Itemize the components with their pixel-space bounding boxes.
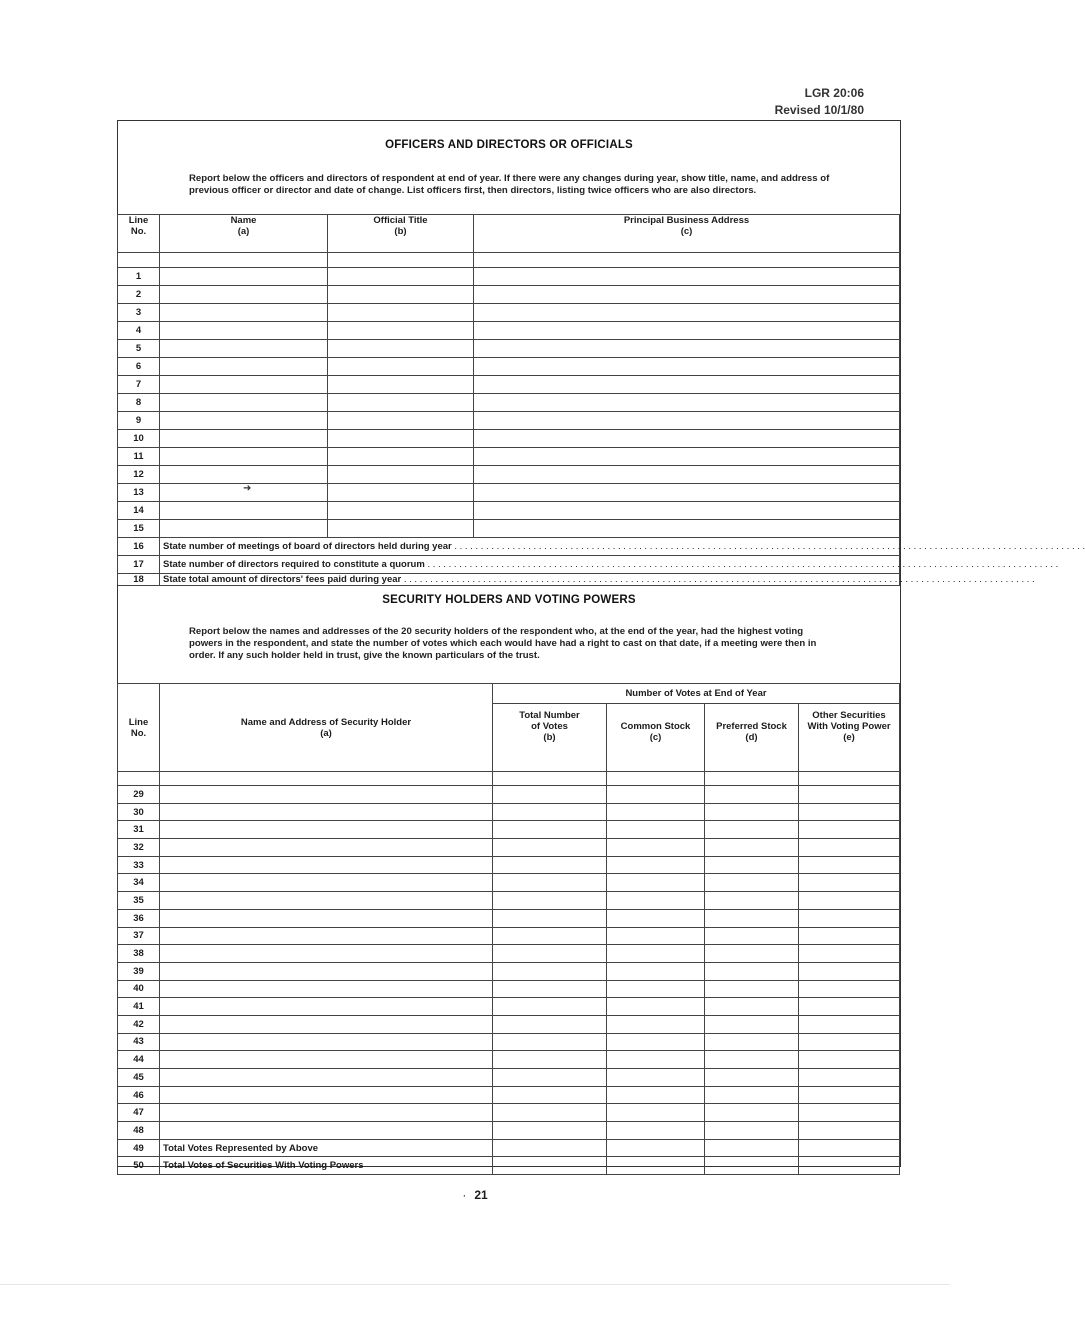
other-securities-cell[interactable] <box>799 1139 900 1157</box>
common-stock-cell[interactable] <box>607 874 705 892</box>
line-number: 15 <box>118 520 160 538</box>
other-securities-cell[interactable] <box>799 1122 900 1140</box>
question-text: State total amount of directors' fees paid during year <box>163 574 402 585</box>
other-securities-cell[interactable] <box>799 1069 900 1087</box>
line-number: 37 <box>118 927 160 945</box>
line-number: 36 <box>118 909 160 927</box>
total-votes-cell[interactable] <box>493 1104 607 1122</box>
common-stock-cell[interactable] <box>607 980 705 998</box>
other-securities-cell[interactable] <box>799 962 900 980</box>
total-row <box>118 1139 900 1157</box>
other-securities-cell[interactable] <box>799 980 900 998</box>
title-cell[interactable] <box>328 268 474 286</box>
common-stock-cell[interactable] <box>607 909 705 927</box>
line-number: 13 <box>118 484 160 502</box>
holder-cell[interactable] <box>160 945 493 963</box>
col-common-stock: Common Stock (c) <box>607 704 705 772</box>
total-votes-cell[interactable] <box>493 1139 607 1157</box>
preferred-stock-cell[interactable] <box>705 1104 799 1122</box>
name-cell[interactable] <box>160 322 328 340</box>
address-cell[interactable] <box>474 268 900 286</box>
common-stock-cell[interactable] <box>607 962 705 980</box>
holder-cell[interactable] <box>160 1015 493 1033</box>
total-votes-cell[interactable] <box>493 1051 607 1069</box>
preferred-stock-cell[interactable] <box>705 856 799 874</box>
holder-cell[interactable] <box>160 1033 493 1051</box>
holder-cell[interactable] <box>160 786 493 804</box>
other-securities-cell[interactable] <box>799 1015 900 1033</box>
holder-row <box>118 1086 900 1104</box>
dot-leader: . . . . . . . . . . . . . . . . . . . . . . . . . . . . . . . . . . . . . . . . . . . . . . . . . . . . . . . . . . . . . . . . . . . . . . . . . . . . . . . . . . . . . . . . . . . . . . . . . . . . . . . . . . . . . . . . . . . . . . . . <box>424 559 1059 570</box>
line-number: 46 <box>118 1086 160 1104</box>
page-edge <box>0 1284 950 1285</box>
total-votes-cell[interactable] <box>493 1069 607 1087</box>
common-stock-cell[interactable] <box>607 803 705 821</box>
address-cell[interactable] <box>474 502 900 520</box>
holder-cell[interactable] <box>160 1069 493 1087</box>
line-number: 14 <box>118 502 160 520</box>
officer-row <box>118 520 900 538</box>
address-cell[interactable] <box>474 394 900 412</box>
other-securities-cell[interactable] <box>799 839 900 857</box>
preferred-stock-cell[interactable] <box>705 1015 799 1033</box>
holder-row <box>118 998 900 1016</box>
total-votes-cell[interactable] <box>493 1033 607 1051</box>
line-number: 41 <box>118 998 160 1016</box>
title-cell[interactable] <box>328 448 474 466</box>
question-text: State number of directors required to constitute a quorum <box>163 559 425 570</box>
common-stock-cell[interactable] <box>607 945 705 963</box>
other-securities-cell[interactable] <box>799 803 900 821</box>
title-cell[interactable] <box>328 430 474 448</box>
holder-row <box>118 927 900 945</box>
common-stock-cell[interactable] <box>607 1139 705 1157</box>
question-row <box>118 538 900 556</box>
holder-row <box>118 1033 900 1051</box>
holder-row <box>118 839 900 857</box>
line-number: 2 <box>118 286 160 304</box>
title-cell[interactable] <box>328 394 474 412</box>
other-securities-cell[interactable] <box>799 1051 900 1069</box>
col-holder: Name and Address of Security Holder (a) <box>160 684 493 772</box>
title-cell[interactable] <box>328 502 474 520</box>
officer-row <box>118 394 900 412</box>
common-stock-cell[interactable] <box>607 821 705 839</box>
holder-cell[interactable] <box>160 874 493 892</box>
total-votes-cell[interactable] <box>493 1086 607 1104</box>
line-number: 8 <box>118 394 160 412</box>
common-stock-cell[interactable] <box>607 998 705 1016</box>
total-votes-cell[interactable] <box>493 1122 607 1140</box>
line-number: 47 <box>118 1104 160 1122</box>
line-number: 34 <box>118 874 160 892</box>
holder-cell[interactable] <box>160 856 493 874</box>
dot-leader: . . . . . . . . . . . . . . . . . . . . . . . . . . . . . . . . . . . . . . . . . . . . . . . . . . . . . . . . . . . . . . . . . . . . . . . . . . . . . . . . . . . . . . . . . . . . . . . . . . . . . . . . . . . . . . . . . . . . . . . . <box>401 574 1035 585</box>
name-cell[interactable] <box>160 376 328 394</box>
col-line: Line No. <box>118 684 160 772</box>
total-votes-cell[interactable] <box>493 945 607 963</box>
preferred-stock-cell[interactable] <box>705 803 799 821</box>
address-cell[interactable] <box>474 358 900 376</box>
question-text: State number of meetings of board of directors held during year <box>163 541 452 552</box>
total-votes-cell[interactable] <box>493 927 607 945</box>
col-official-title: Official Title (b) <box>328 215 474 253</box>
holder-cell[interactable] <box>160 927 493 945</box>
title-cell[interactable] <box>328 466 474 484</box>
preferred-stock-cell[interactable] <box>705 962 799 980</box>
common-stock-cell[interactable] <box>607 839 705 857</box>
address-cell[interactable] <box>474 466 900 484</box>
line-number: 39 <box>118 962 160 980</box>
total-label: Total Votes Represented by Above <box>160 1139 493 1157</box>
other-securities-cell[interactable] <box>799 909 900 927</box>
total-votes-cell[interactable] <box>493 998 607 1016</box>
line-number: 11 <box>118 448 160 466</box>
officers-title: OFFICERS AND DIRECTORS OR OFFICIALS <box>385 139 633 151</box>
address-cell[interactable] <box>474 340 900 358</box>
holder-cell[interactable] <box>160 1104 493 1122</box>
officer-row <box>118 376 900 394</box>
name-cell[interactable] <box>160 286 328 304</box>
common-stock-cell[interactable] <box>607 1086 705 1104</box>
question-cell[interactable] <box>160 538 1085 556</box>
title-cell[interactable] <box>328 304 474 322</box>
line-number: 1 <box>118 268 160 286</box>
name-cell[interactable] <box>160 394 328 412</box>
form-code: LGR 20:06 <box>804 86 864 100</box>
name-cell[interactable] <box>160 340 328 358</box>
line-number: 42 <box>118 1015 160 1033</box>
line-number: 50 <box>118 1157 160 1175</box>
preferred-stock-cell[interactable] <box>705 909 799 927</box>
holder-row <box>118 909 900 927</box>
votes-group-header: Number of Votes at End of Year <box>493 684 900 704</box>
total-votes-cell[interactable] <box>493 839 607 857</box>
preferred-stock-cell[interactable] <box>705 980 799 998</box>
common-stock-cell[interactable] <box>607 1015 705 1033</box>
common-stock-cell[interactable] <box>607 927 705 945</box>
line-number: 7 <box>118 376 160 394</box>
holder-row <box>118 892 900 910</box>
officer-row <box>118 466 900 484</box>
line-number: 31 <box>118 821 160 839</box>
question-cell[interactable] <box>160 556 1059 574</box>
officers-instructions: Report below the officers and directors of respondent at end of year. If there were any changes during year, show title, name, and address of previous officer or director and date of change. List officers first, then directors, listing twice officers who are also directors. <box>189 173 830 196</box>
line-number: 12 <box>118 466 160 484</box>
line-number: 44 <box>118 1051 160 1069</box>
preferred-stock-cell[interactable] <box>705 1122 799 1140</box>
preferred-stock-cell[interactable] <box>705 1139 799 1157</box>
address-cell[interactable] <box>474 484 900 502</box>
officer-row <box>118 268 900 286</box>
line-number: 29 <box>118 786 160 804</box>
name-cell[interactable] <box>160 502 328 520</box>
other-securities-cell[interactable] <box>799 1104 900 1122</box>
preferred-stock-cell[interactable] <box>705 1033 799 1051</box>
address-cell[interactable] <box>474 304 900 322</box>
title-cell[interactable] <box>328 520 474 538</box>
line-number: 49 <box>118 1139 160 1157</box>
holder-row <box>118 821 900 839</box>
total-votes-cell[interactable] <box>493 874 607 892</box>
total-votes-cell[interactable] <box>493 821 607 839</box>
total-votes-cell[interactable] <box>493 786 607 804</box>
holder-row <box>118 945 900 963</box>
officer-row <box>118 412 900 430</box>
holder-row <box>118 980 900 998</box>
preferred-stock-cell[interactable] <box>705 1086 799 1104</box>
preferred-stock-cell[interactable] <box>705 945 799 963</box>
preferred-stock-cell[interactable] <box>705 1069 799 1087</box>
other-securities-cell[interactable] <box>799 927 900 945</box>
common-stock-cell[interactable] <box>607 1051 705 1069</box>
preferred-stock-cell[interactable] <box>705 839 799 857</box>
holder-cell[interactable] <box>160 998 493 1016</box>
line-number: 4 <box>118 322 160 340</box>
other-securities-cell[interactable] <box>799 786 900 804</box>
line-number: 38 <box>118 945 160 963</box>
title-cell[interactable] <box>328 358 474 376</box>
line-number: 33 <box>118 856 160 874</box>
total-row <box>118 1157 900 1175</box>
name-cell[interactable] <box>160 430 328 448</box>
line-number: 17 <box>118 556 160 574</box>
pen-mark: ➜ <box>243 483 252 494</box>
other-securities-cell[interactable] <box>799 1157 900 1175</box>
holder-row <box>118 1051 900 1069</box>
name-cell[interactable] <box>160 358 328 376</box>
line-number: 48 <box>118 1122 160 1140</box>
holder-cell[interactable] <box>160 803 493 821</box>
name-cell[interactable] <box>160 448 328 466</box>
common-stock-cell[interactable] <box>607 892 705 910</box>
holder-cell[interactable] <box>160 821 493 839</box>
officer-row <box>118 448 900 466</box>
holder-row <box>118 874 900 892</box>
name-cell[interactable] <box>160 304 328 322</box>
preferred-stock-cell[interactable] <box>705 998 799 1016</box>
name-cell[interactable] <box>160 412 328 430</box>
col-preferred-stock: Preferred Stock (d) <box>705 704 799 772</box>
other-securities-cell[interactable] <box>799 892 900 910</box>
line-number: 32 <box>118 839 160 857</box>
revised-date: Revised 10/1/80 <box>774 103 864 117</box>
preferred-stock-cell[interactable] <box>705 786 799 804</box>
title-cell[interactable] <box>328 322 474 340</box>
security-table <box>117 683 900 1175</box>
holder-cell[interactable] <box>160 962 493 980</box>
other-securities-cell[interactable] <box>799 998 900 1016</box>
total-votes-cell[interactable] <box>493 803 607 821</box>
address-cell[interactable] <box>474 448 900 466</box>
holder-row <box>118 1069 900 1087</box>
title-cell[interactable] <box>328 484 474 502</box>
name-cell[interactable] <box>160 520 328 538</box>
line-number: 40 <box>118 980 160 998</box>
preferred-stock-cell[interactable] <box>705 821 799 839</box>
officer-row <box>118 322 900 340</box>
total-votes-cell[interactable] <box>493 1157 607 1175</box>
officer-row <box>118 286 900 304</box>
preferred-stock-cell[interactable] <box>705 1051 799 1069</box>
col-address: Principal Business Address (c) <box>474 215 900 253</box>
holder-cell[interactable] <box>160 1051 493 1069</box>
name-cell[interactable] <box>160 466 328 484</box>
line-number: 16 <box>118 538 160 556</box>
officer-row <box>118 340 900 358</box>
other-securities-cell[interactable] <box>799 1086 900 1104</box>
address-cell[interactable] <box>474 286 900 304</box>
title-cell[interactable] <box>328 340 474 358</box>
common-stock-cell[interactable] <box>607 1104 705 1122</box>
question-row <box>118 556 900 574</box>
holder-cell[interactable] <box>160 839 493 857</box>
address-cell[interactable] <box>474 376 900 394</box>
line-number: 10 <box>118 430 160 448</box>
line-number: 35 <box>118 892 160 910</box>
page-number-row: · 21 <box>462 1188 488 1202</box>
security-section <box>117 584 901 1172</box>
common-stock-cell[interactable] <box>607 1157 705 1175</box>
officer-row <box>118 430 900 448</box>
security-title: SECURITY HOLDERS AND VOTING POWERS <box>382 594 636 606</box>
title-cell[interactable] <box>328 376 474 394</box>
other-securities-cell[interactable] <box>799 945 900 963</box>
holder-cell[interactable] <box>160 1122 493 1140</box>
security-instructions: Report below the names and addresses of the 20 security holders of the respondent who, at the end of the year, had the highest voting powers in the respondent, and state the number of votes which each would have had a right to cast on that date, if a meeting were then in order. If any such holder held in trust, give the known particulars of the trust. <box>189 626 817 661</box>
holder-cell[interactable] <box>160 1086 493 1104</box>
common-stock-cell[interactable] <box>607 1069 705 1087</box>
page-number: 21 <box>474 1188 488 1202</box>
name-cell[interactable] <box>160 268 328 286</box>
holder-row <box>118 1122 900 1140</box>
holder-row <box>118 1104 900 1122</box>
other-securities-cell[interactable] <box>799 821 900 839</box>
line-number: 9 <box>118 412 160 430</box>
total-votes-cell[interactable] <box>493 892 607 910</box>
line-number: 45 <box>118 1069 160 1087</box>
holder-cell[interactable] <box>160 909 493 927</box>
other-securities-cell[interactable] <box>799 1033 900 1051</box>
total-votes-cell[interactable] <box>493 856 607 874</box>
preferred-stock-cell[interactable] <box>705 892 799 910</box>
other-securities-cell[interactable] <box>799 856 900 874</box>
total-votes-cell[interactable] <box>493 1015 607 1033</box>
holder-cell[interactable] <box>160 980 493 998</box>
dot-leader: . . . . . . . . . . . . . . . . . . . . . . . . . . . . . . . . . . . . . . . . . . . . . . . . . . . . . . . . . . . . . . . . . . . . . . . . . . . . . . . . . . . . . . . . . . . . . . . . . . . . . . . . . . . . . . . . . . . . . . . . <box>451 541 1085 552</box>
line-number: 30 <box>118 803 160 821</box>
address-cell[interactable] <box>474 322 900 340</box>
line-number: 18 <box>118 574 160 586</box>
col-name: Name (a) <box>160 215 328 253</box>
common-stock-cell[interactable] <box>607 1122 705 1140</box>
total-votes-cell[interactable] <box>493 909 607 927</box>
holder-row <box>118 1015 900 1033</box>
common-stock-cell[interactable] <box>607 786 705 804</box>
officers-section <box>117 120 1085 585</box>
col-other-securities: Other Securities With Voting Power (e) <box>799 704 900 772</box>
address-cell[interactable] <box>474 412 900 430</box>
holder-row <box>118 856 900 874</box>
preferred-stock-cell[interactable] <box>705 874 799 892</box>
line-number: 43 <box>118 1033 160 1051</box>
officer-row <box>118 304 900 322</box>
officer-row <box>118 484 900 502</box>
total-votes-cell[interactable] <box>493 980 607 998</box>
line-number: 3 <box>118 304 160 322</box>
title-cell[interactable] <box>328 286 474 304</box>
address-cell[interactable] <box>474 520 900 538</box>
title-cell[interactable] <box>328 412 474 430</box>
preferred-stock-cell[interactable] <box>705 1157 799 1175</box>
line-number: 5 <box>118 340 160 358</box>
holder-row <box>118 803 900 821</box>
holder-row <box>118 962 900 980</box>
total-votes-cell[interactable] <box>493 962 607 980</box>
preferred-stock-cell[interactable] <box>705 927 799 945</box>
other-securities-cell[interactable] <box>799 874 900 892</box>
address-cell[interactable] <box>474 430 900 448</box>
common-stock-cell[interactable] <box>607 1033 705 1051</box>
line-number: 6 <box>118 358 160 376</box>
officer-row <box>118 502 900 520</box>
common-stock-cell[interactable] <box>607 856 705 874</box>
holder-cell[interactable] <box>160 892 493 910</box>
officer-row <box>118 358 900 376</box>
col-line: Line No. <box>118 215 160 253</box>
holder-row <box>118 786 900 804</box>
officers-table <box>117 214 1085 586</box>
total-label: Total Votes of Securities With Voting Powers <box>160 1157 493 1175</box>
col-total-votes: Total Number of Votes (b) <box>493 704 607 772</box>
